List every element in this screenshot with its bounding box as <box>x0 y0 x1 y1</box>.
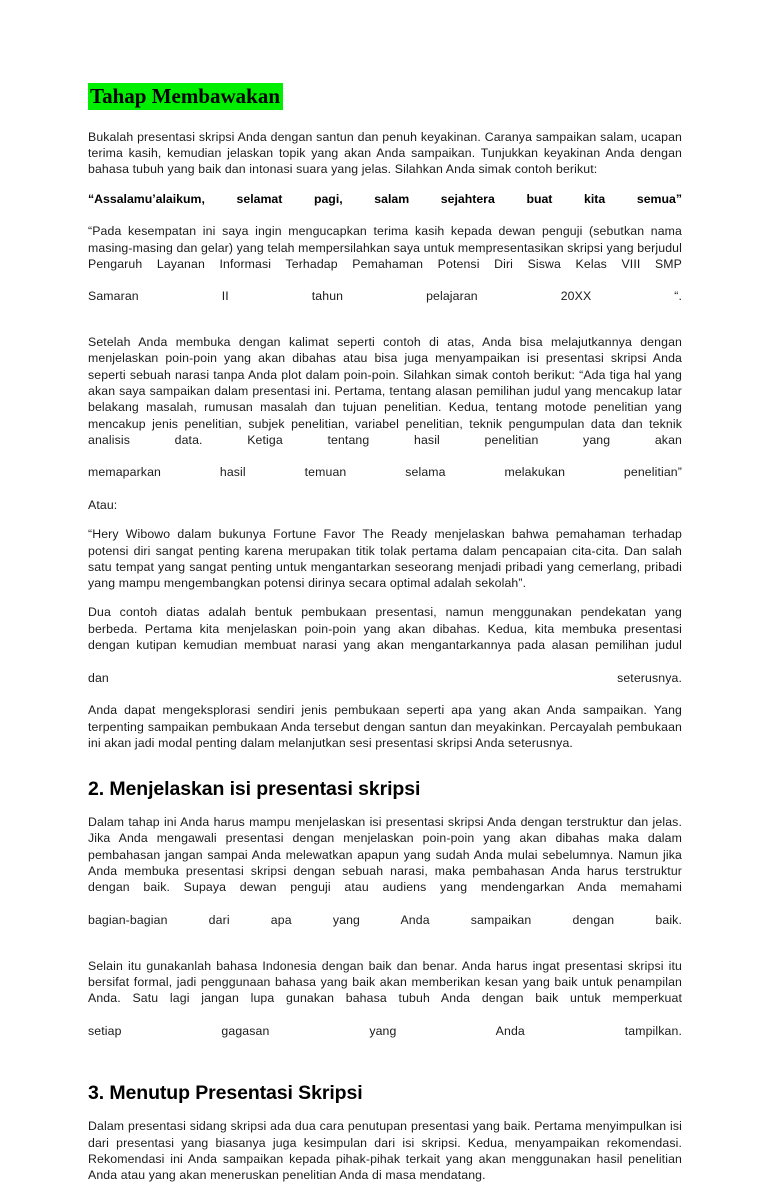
page-title-highlight: Tahap Membawakan <box>88 83 283 110</box>
paragraph-after-open: Setelah Anda membuka dengan kalimat seperti contoh di atas, Anda bisa melajutkannya dengan menjelaskan poin-poin yang akan dibahas atau bisa juga menyampaikan isi presentasi skripsi Anda seperti sebuah narasi tanpa Anda plot dalam poin-poin. Silahkan simak contoh berikut: “Ada tiga hal yang akan saya sampaikan dalam presentasi ini. Pertama, tentang alasan pemilihan judul yang mencakup latar belakang masalah, rumusan masalah dan tujuan penelitian. Kedua, tentang motode penelitian yang mencakup jenis penelitian, subjek penelitian, variabel penelitian, teknik pengumpulan data dan teknik analisis data. Ketiga tentang hasil penelitian yang akan <box>88 335 682 447</box>
paragraph-after-open-lastline: memaparkan hasil temuan selama melakukan penelitian” <box>88 465 682 480</box>
paragraph-atau: Atau: <box>88 498 118 512</box>
greeting-body: “Pada kesempatan ini saya ingin mengucapkan terima kasih kepada dewan penguji (sebutkan nama masing-masing dan gelar) yang telah mempersilahkan saya untuk mempresentasikan skripsi yang berjudul Pengaruh Layanan Informasi Terhadap Pemahaman Potensi Diri Siswa Kelas VIII SMP <box>88 224 682 271</box>
greeting-body-lastline: Samaran II tahun pelajaran 20XX “. <box>88 289 682 304</box>
section-heading-2: 2. Menjelaskan isi presentasi skripsi <box>88 778 421 801</box>
section2-paragraph-1: Dalam tahap ini Anda harus mampu menjelaskan isi presentasi skripsi Anda dengan terstruktur dan jelas. Jika Anda mengawali presentasi dengan menjelaskan poin-poin yang akan dibahas maka dalam pembahasan jangan sampai Anda melewatkan apapun yang sudah Anda mulai sebelumnya. Namun jika Anda membuka presentasi skripsi dengan sebuah narasi, maka pembahasan Anda harus terstruktur dengan baik. Supaya dewan penguji atau audiens yang mendengarkan Anda memahami <box>88 815 682 895</box>
paragraph-intro: Bukalah presentasi skripsi Anda dengan santun dan penuh keyakinan. Caranya sampaikan salam, ucapan terima kasih, kemudian jelaskan topik yang akan Anda sampaikan. Tunjukkan keyakinan Anda dengan bahasa tubuh yang baik dan intonasi suara yang jelas. Silahkan Anda simak contoh berikut: <box>88 129 682 177</box>
paragraph-eksplorasi: Anda dapat mengeksplorasi sendiri jenis pembukaan seperti apa yang akan Anda sampaikan. Yang terpenting sampaikan pembukaan Anda tersebut dengan santun dan meyakinkan. Percayalah pembukaan ini akan jadi modal penting dalam melanjutkan sesi presentasi skripsi Anda seterusnya. <box>88 703 682 750</box>
section2-paragraph-2: Selain itu gunakanlah bahasa Indonesia dengan baik dan benar. Anda harus ingat presentasi skripsi itu bersifat formal, jadi penggunaan bahasa yang baik akan memberikan kesan yang baik untuk penampilan Anda. Satu lagi jangan lupa gunakan bahasa tubuh Anda dengan baik untuk memperkuat <box>88 958 682 1006</box>
paragraph-quote-hery: “Hery Wibowo dalam bukunya Fortune Favor The Ready menjelaskan bahwa pemahaman terhadap potensi diri sangat penting karena merupakan titik tolak pertama dalam pencapaian cita-cita. Dan salah satu tempat yang sangat penting untuk mengantarkan seseorang menjadi pribadi yang cemerlang, pribadi yang mampu mengembangkan potensi dirinya secara optimal adalah sekolah”. <box>88 527 682 591</box>
paragraph-dua-contoh: Dua contoh diatas adalah bentuk pembukaan presentasi, namun menggunakan pendekatan yang berbeda. Pertama kita menjelaskan poin-poin yang akan dibahas. Kedua, kita membuka presentasi dengan kutipan kemudian membuat narasi yang akan mengantarkannya pada alasan pemilihan judul <box>88 605 682 653</box>
section-heading-3: 3. Menutup Presentasi Skripsi <box>88 1082 363 1105</box>
section2-paragraph-1-lastline: bagian-bagian dari apa yang Anda sampaikan dengan baik. <box>88 912 682 927</box>
paragraph-dua-contoh-lastline: dan seterusnya. <box>88 670 682 685</box>
page-title <box>88 84 283 109</box>
greeting-bold-line: “Assalamu’alaikum, selamat pagi, salam sejahtera buat kita semua” <box>88 191 682 206</box>
section2-paragraph-2-lastline: setiap gagasan yang Anda tampilkan. <box>88 1023 682 1038</box>
section3-paragraph-1: Dalam presentasi sidang skripsi ada dua cara penutupan presentasi yang baik. Pertama menyimpulkan isi dari presentasi yang biasanya juga kesimpulan dari isi skripsi. Kedua, menyampaikan rekomendasi. Rekomendasi ini Anda sampaikan kepada pihak-pihak terkait yang akan menggunakan hasil penelitian Anda atau yang akan meneruskan penelitian Anda di masa mendatang. <box>88 1119 682 1183</box>
